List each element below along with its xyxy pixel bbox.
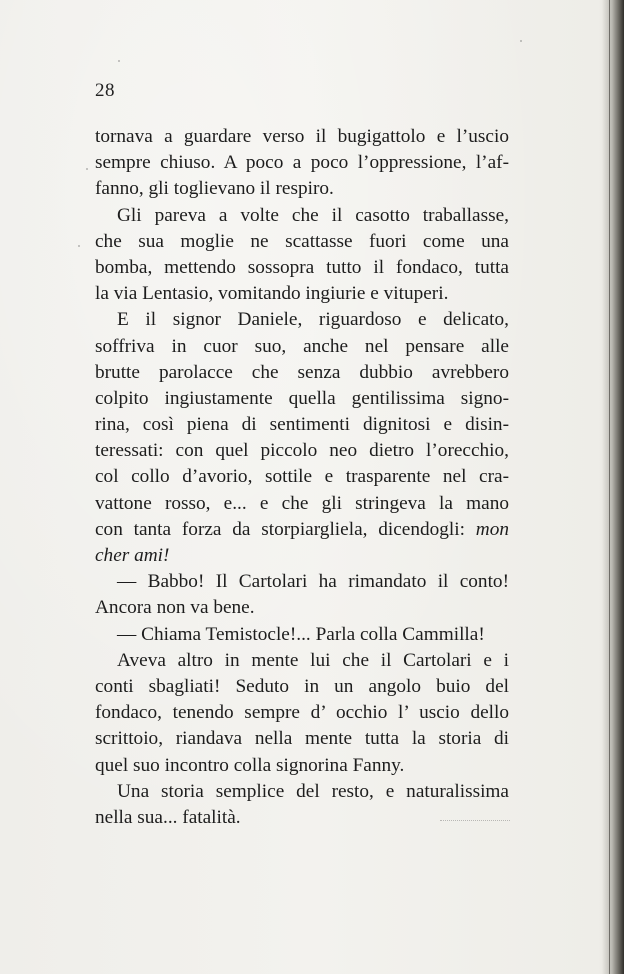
- text-line: col collo d’avorio, sottile e trasparente nel cra-: [95, 466, 509, 488]
- text-line: che sua moglie ne scattasse fuori come una: [95, 230, 509, 252]
- paper-speck: [86, 168, 88, 170]
- text-line: E il signor Daniele, riguardoso e delicato,: [117, 309, 509, 331]
- text-line: — Babbo! Il Cartolari ha rimandato il conto!: [117, 571, 509, 593]
- text-line: colpito ingiustamente quella gentilissima signo-: [95, 387, 509, 409]
- text-line-with-italic: [95, 517, 509, 543]
- text-line: sempre chiuso. A poco a poco l’oppressione, l’af-: [95, 152, 509, 174]
- paragraph: [95, 124, 509, 203]
- text-line: tornava a guardare verso il bugigattolo e l’uscio: [95, 126, 509, 147]
- paper-speck: [520, 40, 522, 42]
- paragraph: [95, 569, 509, 621]
- text-line: quel suo incontro colla signorina Fanny.: [95, 754, 405, 776]
- paragraph: [95, 622, 509, 648]
- text-line: conti sbagliati! Seduto in un angolo buio del: [95, 675, 509, 697]
- body-text: [95, 124, 509, 831]
- paragraph: [95, 779, 509, 831]
- page-number: 28: [95, 80, 115, 101]
- text-line: fondaco, tenendo sempre d’ occhio l’ uscio dello: [95, 702, 509, 724]
- text-line: fanno, gli toglievano il respiro.: [95, 178, 334, 200]
- text-line: la via Lentasio, vomitando ingiurie e vituperi.: [95, 283, 449, 305]
- book-spine-shadow: [602, 0, 624, 974]
- paragraph: [95, 307, 509, 569]
- text-line: Ancora non va bene.: [95, 597, 255, 619]
- text-line: Gli pareva a volte che il casotto traballasse,: [117, 204, 509, 226]
- paragraph: [95, 203, 509, 308]
- text-line: Una storia semplice del resto, e naturalissima: [117, 780, 509, 802]
- italic-phrase: cher ami!: [95, 545, 170, 566]
- text-line: rina, così piena di sentimenti dignitosi e disin-: [95, 414, 509, 436]
- text-line: con tanta forza da storpiargliela, dicendogli:: [95, 518, 465, 540]
- text-line: teressati: con quel piccolo neo dietro l’orecchio,: [95, 440, 509, 462]
- faint-dotted-mark: [440, 818, 510, 821]
- text-line: — Chiama Temistocle!... Parla colla Cammilla!: [117, 623, 485, 645]
- italic-phrase: mon: [475, 518, 509, 540]
- text-line-italic: [95, 543, 509, 569]
- text-line: bomba, mettendo sossopra tutto il fondaco, tutta: [95, 256, 509, 278]
- paragraph: [95, 648, 509, 779]
- text-line: Aveva altro in mente lui che il Cartolari e i: [117, 649, 509, 671]
- text-line: soffriva in cuor suo, anche nel pensare alle: [95, 335, 509, 357]
- page-edge-line: [609, 0, 610, 974]
- text-line: nella sua... fatalità.: [95, 806, 241, 828]
- text-line: vattone rosso, e... e che gli stringeva la mano: [95, 492, 509, 514]
- text-line: scrittoio, riandava nella mente tutta la storia di: [95, 728, 509, 750]
- paper-speck: [78, 245, 80, 247]
- paper-speck: [118, 60, 120, 62]
- text-line: brutte parolacce che senza dubbio avrebbero: [95, 361, 509, 383]
